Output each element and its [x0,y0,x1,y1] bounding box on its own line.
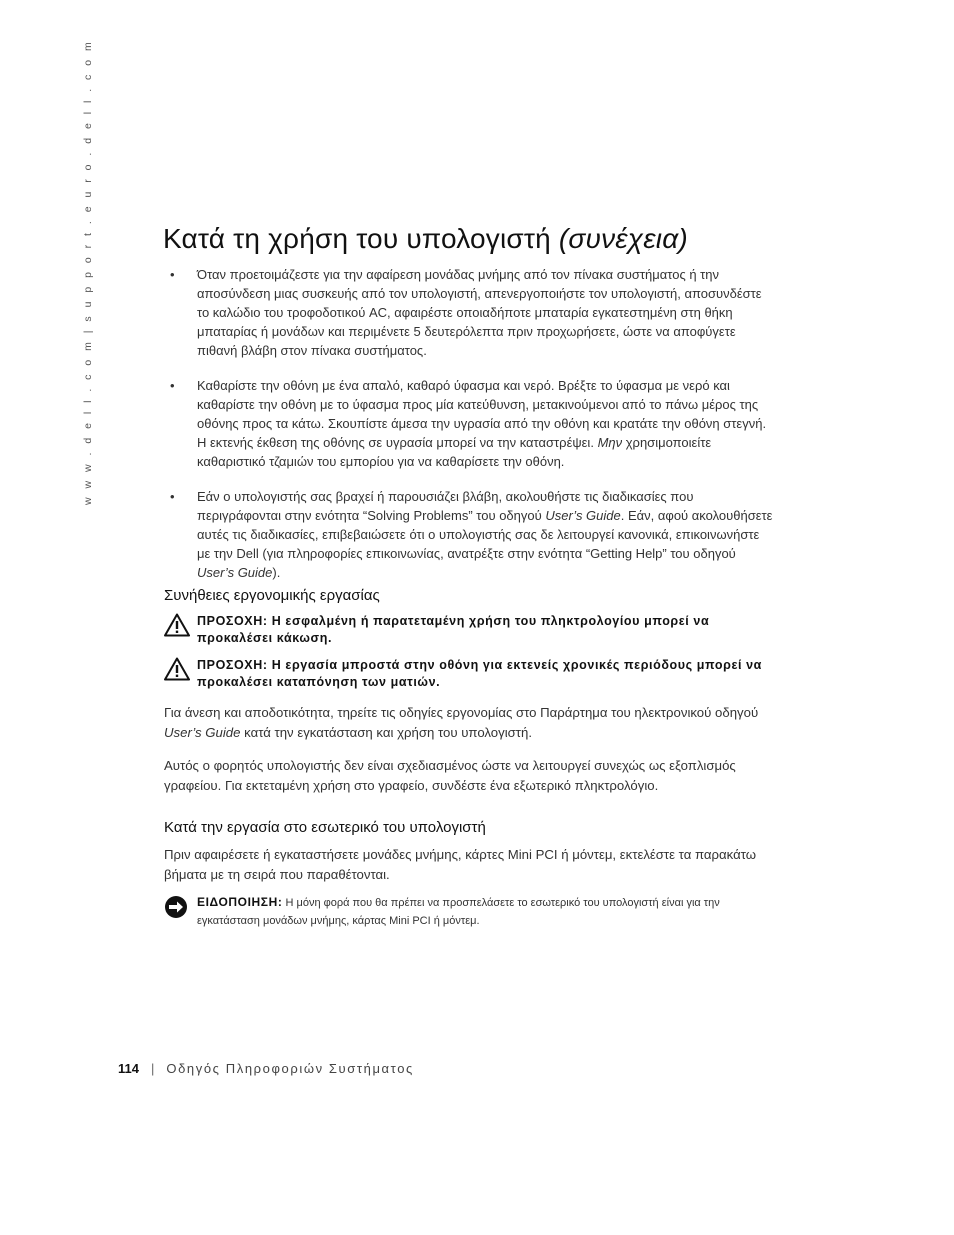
ergonomics-paragraph-2: Αυτός ο φορητός υπολογιστής δεν είναι σχεδιασμένος ώστε να λειτουργεί συνεχώς ως εξοπλισμός γραφείου. Για εκτεταμένη χρήση στο γραφείο, συνδέστε ένα εξωτερικό πληκτρολόγιο. [164,758,736,793]
warning-triangle-icon [164,613,190,637]
bullet-text-3-guide-2: User’s Guide [197,565,273,580]
bullet-text-1: Όταν προετοιμάζεστε για την αφαίρεση μονάδας μνήμης από τον πίνακα συστήματος ή την αποσύνδεση μιας συσκευής από τον υπολογιστή, απενεργοποιήστε τον υπολογιστή, αποσυνδέστε το καλώδιο του τροφοδοτικού AC, αφαιρέστε οποιαδήποτε μπαταρία εγκατεστημένη στη θήκη μπαταρίας ή μονάδων και περιμένετε 5 δευτερόλεπτα πριν προχωρήσετε, ώστε να αποφύγετε πιθανή βλάβη στον πίνακα συστήματος. [197,267,762,358]
notice-label: ΕΙΔΟΠΟΙΗΣΗ: [197,895,283,909]
bullet-text-3a: Εάν ο υπολογιστής σας βραχεί ή παρουσιάζει βλάβη, ακολουθήστε τις διαδικασίες που περιγράφονται στην ενότητα “Solving Problems” του οδηγού [197,489,694,523]
bullet-text-3-guide-1: User’s Guide [545,508,621,523]
list-item [163,376,773,471]
list-item [163,265,773,360]
bullet-text-2-tail: χρησιμοποιείτε καθαριστικό τζαμιών του εμπορίου για να καθαρίσετε την οθόνη. [197,435,712,469]
bullet-text-3c: ). [272,565,281,580]
bullet-text-2: Καθαρίστε την οθόνη με ένα απαλό, καθαρό ύφασμα και νερό. Βρέξτε το ύφασμα με νερό και καθαρίστε την οθόνη με το ύφασμα προς μία κατεύθυνση, μετακινούμενοι από το πάνω μέρος της οθόνης προς τα κάτω. Σκουπίστε άμεσα την υγρασία από την οθόνη και κρατάτε την οθόνη στεγνή. Η εκτενής έκθεση της οθόνης σε υγρασία μπορεί να την καταστρέψει. [197,378,767,450]
side-website-text: w w w . d e l l . c o m | s u p p o r t . e u r o . d e l l . c o m [82,39,94,505]
title-continued: (συνέχεια) [558,223,688,254]
notice-icon [164,895,188,919]
caution-text-2: ΠΡΟΣΟΧΗ: Η εργασία μπροστά στην οθόνη για εκτενείς χρονικές περιόδους μπορεί να προκαλέσει καταπόνηση των ματιών. [197,658,762,689]
caution-screen [164,657,784,691]
page-footer [118,1061,414,1076]
bullet-icon: • [170,489,175,504]
inside-computer-heading: Κατά την εργασία στο εσωτερικό του υπολογιστή [164,819,486,836]
page-title [163,223,688,255]
bullet-text-2-emphasis: Μην [597,435,623,450]
para1-guide: User’s Guide [164,725,241,740]
bullet-text-3b: . Εάν, αφού ακολουθήσετε αυτές τις διαδικασίες, επιβεβαιώσετε ότι ο υπολογιστής σας δε λειτουργεί κανονικά, επικοινωνήστε με την Dell (για πληροφορίες επικοινωνίας, ανατρέξτε στην ενότητα “Getting Help” του οδηγού [197,508,773,561]
notice-body: Η μόνη φορά που θα πρέπει να προσπελάσετε το εσωτερικό του υπολογιστή είναι για την εγκατάσταση μονάδων μνήμης, κάρτας Mini PCI ή μόντεμ. [197,897,720,927]
bullet-icon: • [170,267,175,282]
para1-text-a: Για άνεση και αποδοτικότητα, τηρείτε τις οδηγίες εργονομίας στο Παράρτημα του ηλεκτρονικού οδηγού [164,705,759,720]
ergonomics-heading: Συνήθειες εργονομικής εργασίας [164,587,380,604]
warning-triangle-icon [164,657,190,681]
caution-text-1: ΠΡΟΣΟΧΗ: Η εσφαλμένη ή παρατεταμένη χρήση του πληκτρολογίου μπορεί να προκαλέσει κάκωση. [197,614,710,645]
ergonomics-paragraph-1 [164,703,774,743]
para1-text-b: κατά την εγκατάσταση και χρήση του υπολογιστή. [240,725,532,740]
footer-separator: | [150,1061,155,1076]
inside-computer-paragraph: Πριν αφαιρέσετε ή εγκαταστήσετε μονάδες μνήμης, κάρτες Mini PCI ή μόντεμ, εκτελέστε τα παρακάτω βήματα με τη σειρά που παραθέτονται. [164,847,757,882]
caution-keyboard [164,613,784,647]
page-number: 114 [118,1061,139,1076]
footer-title: Οδηγός Πληροφοριών Συστήματος [166,1061,414,1076]
notice-block [164,893,774,930]
bullet-list [163,265,773,598]
notice-text [197,893,774,930]
bullet-icon: • [170,378,175,393]
list-item [163,487,773,582]
title-main: Κατά τη χρήση του υπολογιστή [163,223,551,254]
